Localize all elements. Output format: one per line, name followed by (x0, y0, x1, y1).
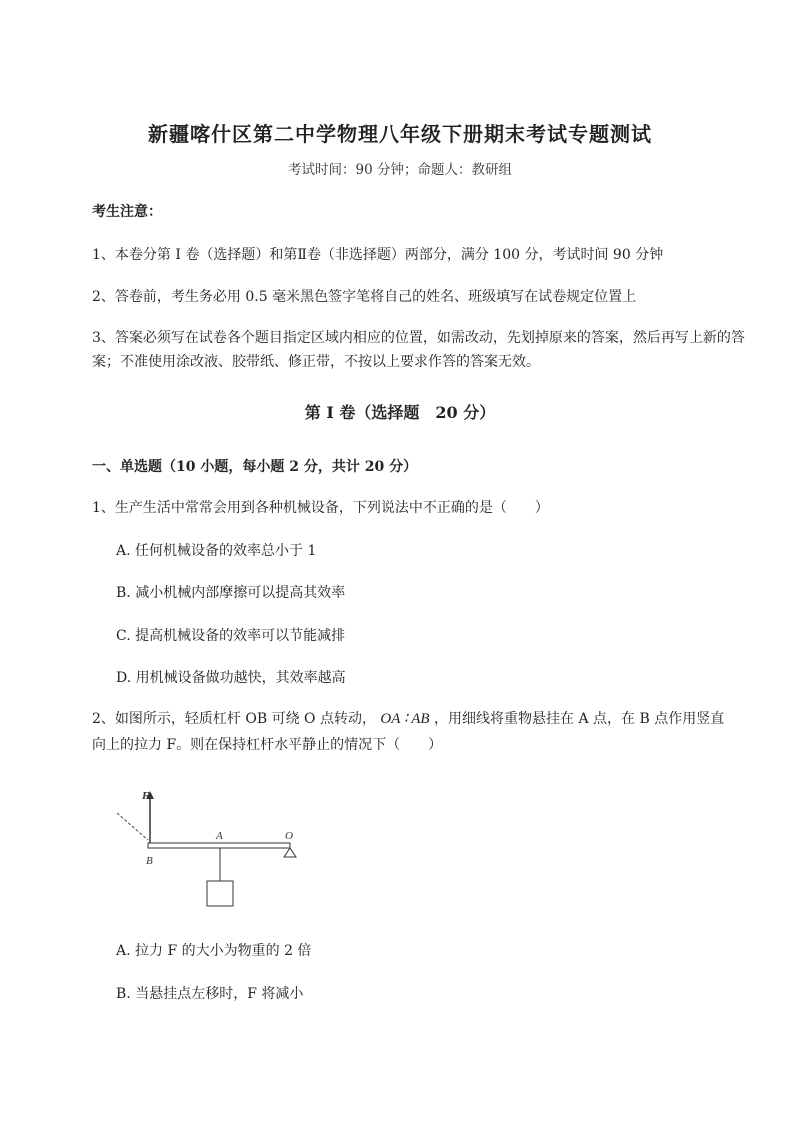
label-o: O (285, 830, 293, 842)
question-2-stem (92, 707, 762, 731)
label-f: F (142, 790, 150, 802)
part-heading: 一、单选题（10 小题，每小题 2 分，共计 20 分） (92, 459, 418, 475)
question-1-option-a: A. 任何机械设备的效率总小于 1 (116, 543, 317, 559)
question-2-option-a: A. 拉力 F 的大小为物重的 2 倍 (116, 943, 312, 959)
question-2-stem-part2: ，用细线将重物悬挂在 A 点，在 B 点作用竖直 (434, 711, 725, 727)
question-1-option-d: D. 用机械设备做功越快，其效率越高 (116, 670, 346, 686)
question-2-formula: OA ∶ AB (380, 711, 430, 727)
hanging-weight (207, 881, 233, 906)
notice-heading: 考生注意： (92, 204, 162, 220)
notice-item-2: 2、答卷前，考生务必用 0.5 毫米黑色签字笔将自己的姓名、班级填写在试卷规定位置上 (92, 289, 637, 305)
pivot-triangle (284, 848, 296, 857)
dashed-force-line (117, 813, 148, 840)
notice-item-3: 3、答案必须写在试卷各个题目指定区域内相应的位置，如需改动，先划掉原来的答案，然后再写上新的答案；不准使用涂改液、胶带纸、修正带，不按以上要求作答的答案无效。 (92, 330, 745, 370)
question-1-option-b: B. 减小机械内部摩擦可以提高其效率 (116, 585, 346, 601)
section-title: 第 I 卷（选择题 20 分） (304, 403, 496, 422)
question-2-stem-line2: 向上的拉力 F。则在保持杠杆水平静止的情况下（ ） (92, 737, 443, 753)
lever-bar (148, 843, 290, 848)
notice-item-1: 1、本卷分第 I 卷（选择题）和第Ⅱ卷（非选择题）两部分，满分 100 分，考试时间 90 分钟 (92, 247, 664, 263)
page-title: 新疆喀什区第二中学物理八年级下册期末考试专题测试 (148, 122, 652, 146)
question-1-stem: 1、生产生活中常常会用到各种机械设备，下列说法中不正确的是（ ） (92, 500, 549, 516)
question-2-option-b: B. 当悬挂点左移时，F 将减小 (116, 986, 304, 1002)
lever-figure (112, 785, 312, 915)
question-1-option-c: C. 提高机械设备的效率可以节能减排 (116, 628, 346, 644)
lever-diagram (112, 785, 312, 915)
label-b: B (146, 855, 153, 867)
page-subtitle: 考试时间：90 分钟；命题人：教研组 (288, 162, 512, 178)
label-a: A (216, 830, 223, 842)
question-2-stem-part1: 2、如图所示，轻质杠杆 OB 可绕 O 点转动， (92, 711, 376, 727)
